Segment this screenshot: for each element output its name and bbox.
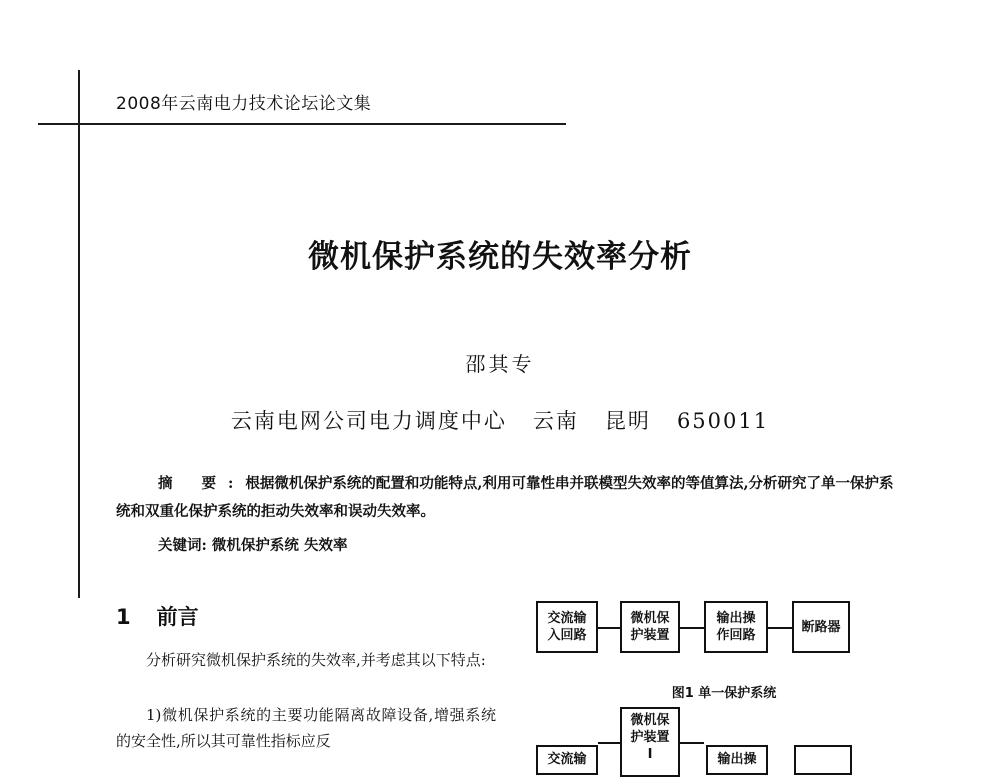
body-paragraph-2: 1)微机保护系统的主要功能隔离故障设备,增强系统的安全性,所以其可靠性指标应反 [116,706,496,750]
header-rule [38,123,566,125]
fig1-box-ac-input: 交流输 入回路 [536,601,598,653]
fig2-box-protection-device-1: 微机保 护装置 Ⅰ [620,707,680,777]
paper-affiliation: 云南电网公司电力调度中心 云南 昆明 650011 [230,409,770,433]
fig2-connector [598,742,620,744]
paper-author: 邵其专 [465,352,535,376]
fig2-connector [680,742,704,744]
abstract [116,470,900,526]
body-paragraph-1: 分析研究微机保护系统的失效率,并考虑其以下特点: [146,651,486,669]
keywords-label: 关键词: [158,537,207,554]
margin-vertical-rule [78,70,80,598]
abstract-text: 根据微机保护系统的配置和功能特点,利用可靠性串并联模型失效率的等值算法,分析研究了单一保护系统和双重化保护系统的拒动失效率和误动失效率。 [116,475,894,520]
fig1-connector [768,627,792,629]
section-heading [116,601,199,631]
fig2-box-breaker [794,745,852,775]
fig1-caption: 图1 单一保护系统 [671,686,777,701]
fig1-box-output-circuit: 输出操 作回路 [704,601,768,653]
fig2-box-ac-input: 交流输 [536,745,598,775]
fig1-box-breaker: 断路器 [792,601,850,653]
section-title: 前言 [156,605,199,629]
paper-title: 微机保护系统的失效率分析 [308,239,692,275]
running-header: 2008年云南电力技术论坛论文集 [116,94,372,114]
keywords-text: 微机保护系统 失效率 [211,537,348,554]
fig1-connector [598,627,620,629]
section-number: 1 [116,605,131,629]
abstract-label: 摘 要: [158,475,246,492]
fig1-box-protection-device: 微机保 护装置 [620,601,680,653]
fig2-box-output-circuit: 输出操 [706,745,768,775]
keywords [158,534,347,555]
fig1-connector [680,627,704,629]
